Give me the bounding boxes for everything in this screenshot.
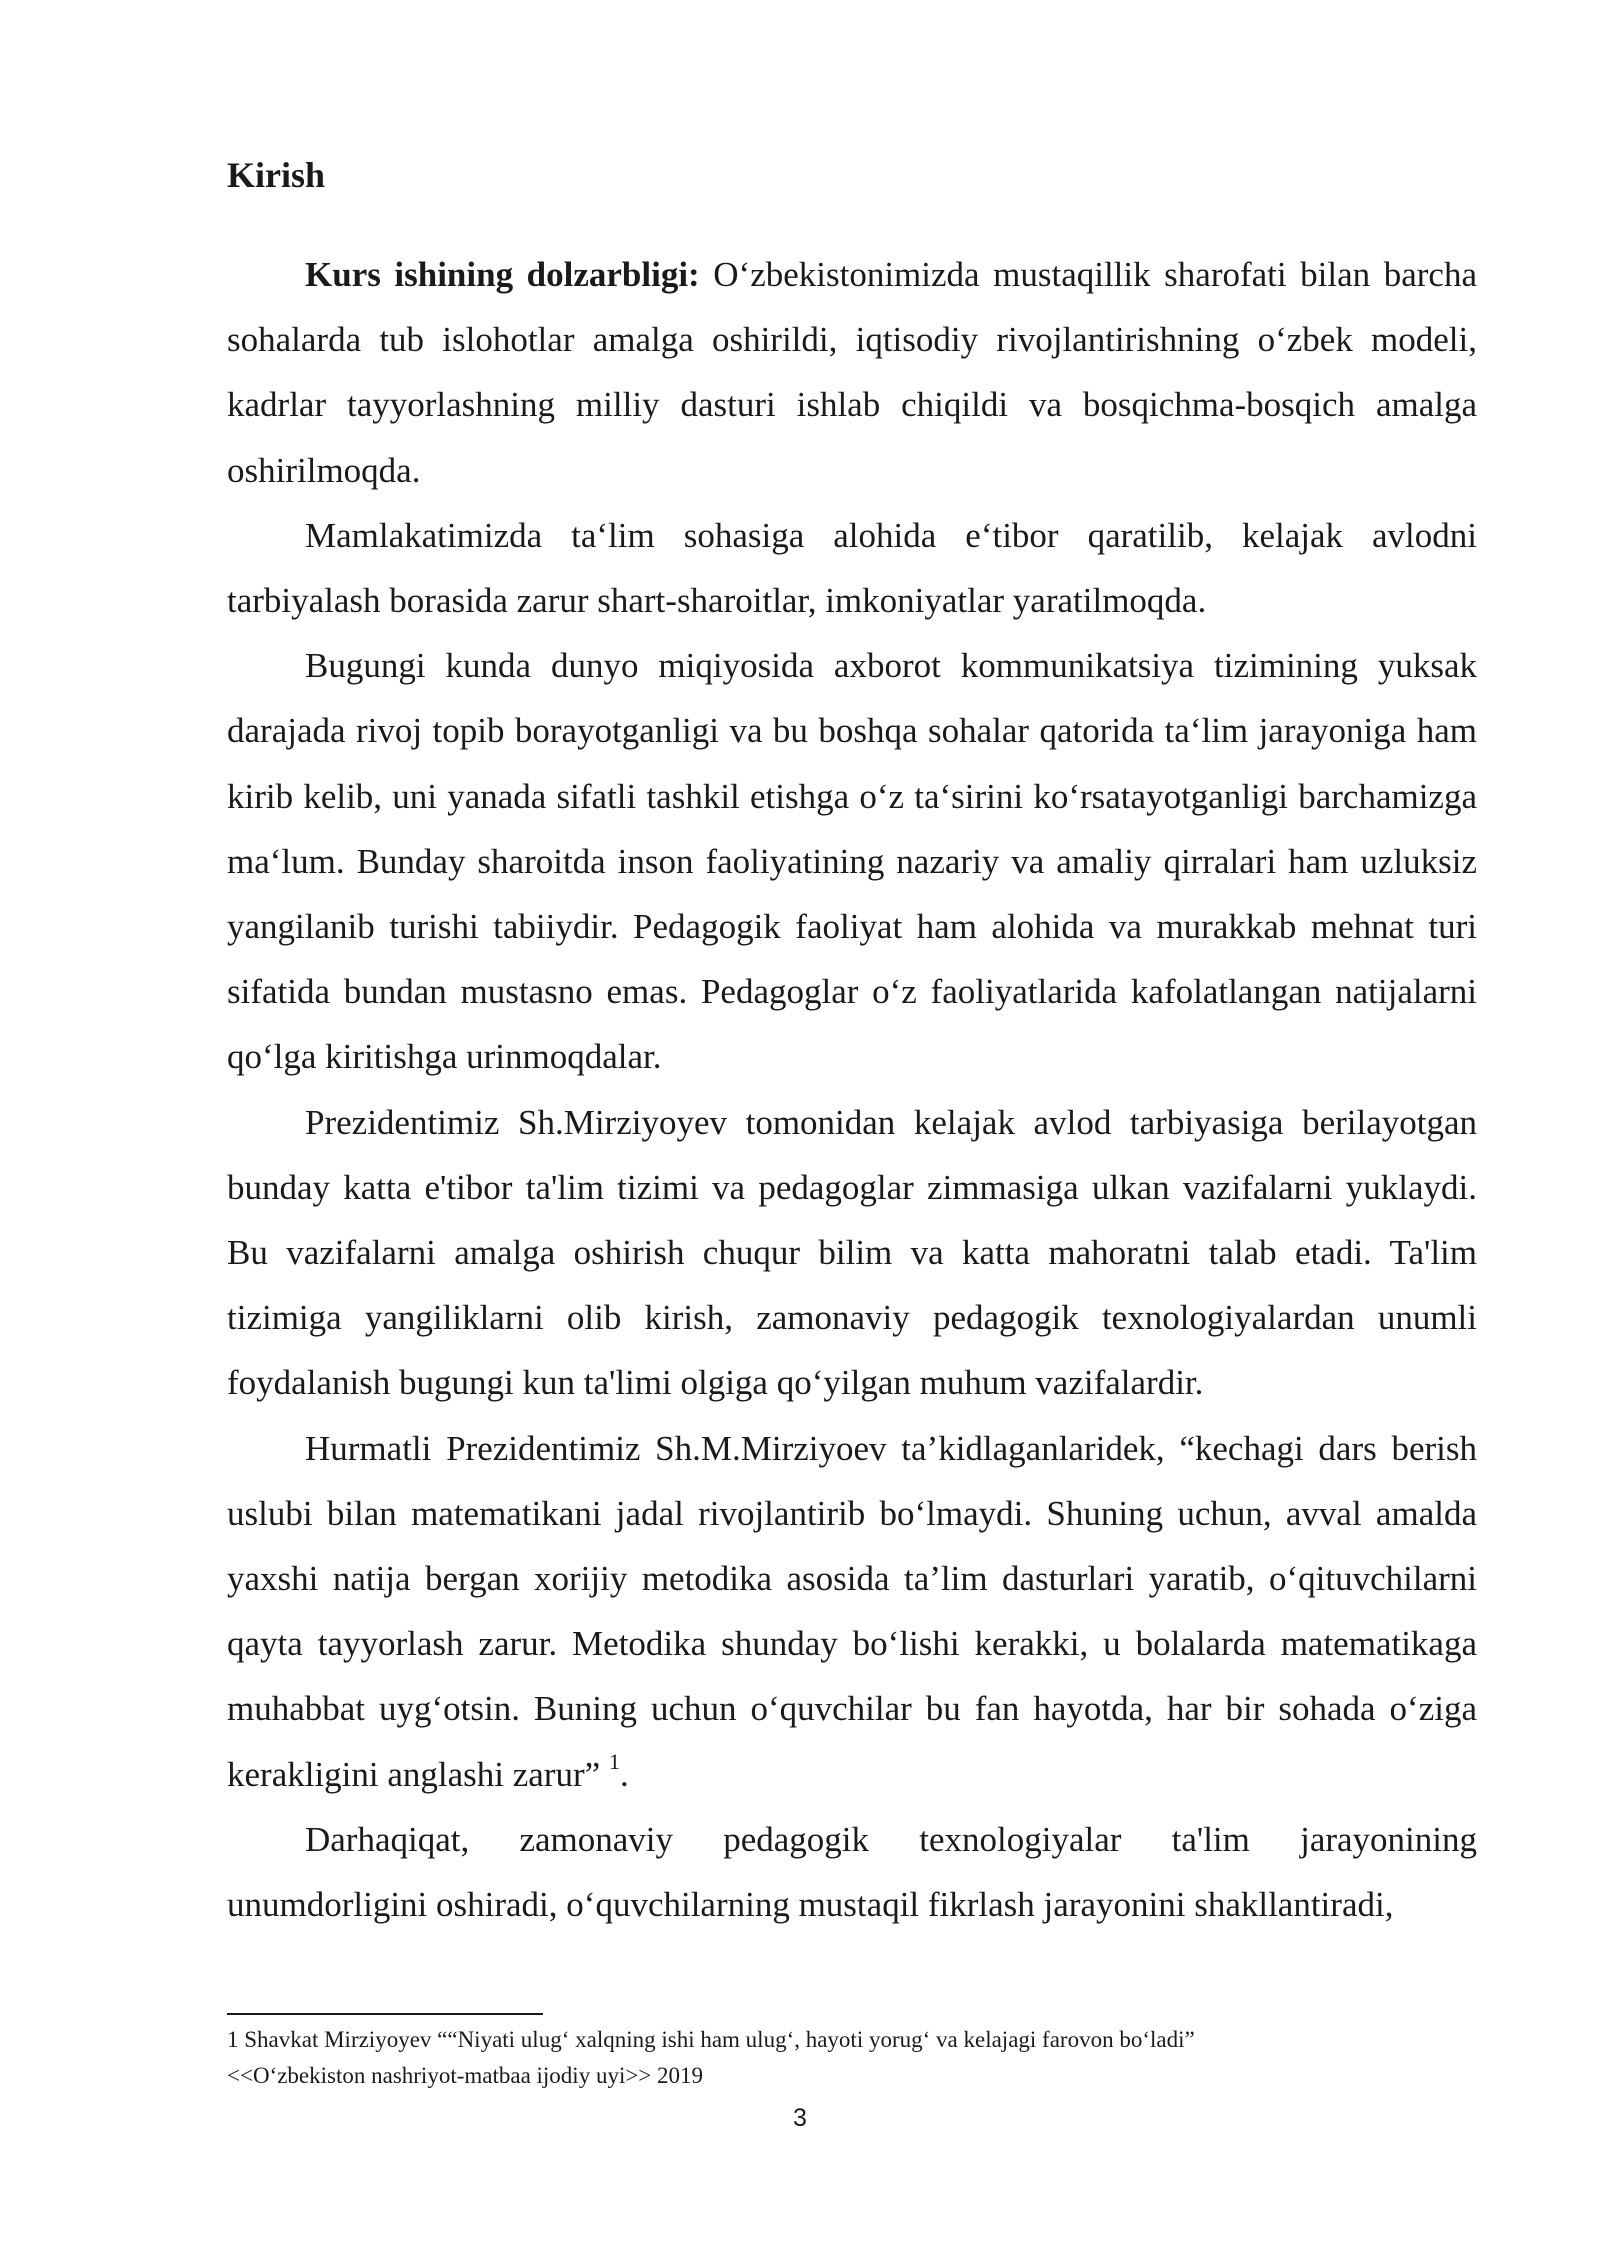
paragraph-text: Hurmatli Prezidentimiz Sh.M.Mirziyoev ta’kidlaganlaridek, “kechagi dars berish uslubi bilan matematikani jadal rivojlantirib bo‘lmaydi. Shuning uchun, avval amalda yaxshi natija bergan xorijiy metodika asosida ta’lim dasturlari yaratib, o‘qituvchilarni qayta tayyorlash zarur. Metodika shunday bo‘lishi kerakki, u bolalarda matematikaga muhabbat uyg‘otsin. Buning uchun o‘quvchilar bu fan hayotda, har bir sohada o‘ziga kerakligini anglashi zarur”	[227, 1428, 1477, 1794]
paragraph-relevance	[227, 242, 1477, 503]
footnotes	[227, 2022, 1477, 2094]
paragraph: Bugungi kunda dunyo miqiyosida axborot kommunikatsiya tizimining yuksak darajada rivoj topib borayotganligi va bu boshqa sohalar qatorida ta‘lim jarayoniga ham kirib kelib, uni yanada sifatli tashkil etishga o‘z ta‘sirini ko‘rsatayotganligi barchamizga ma‘lum. Bunday sharoitda inson faoliyatining nazariy va amaliy qirralari ham uzluksiz yangilanib turishi tabiiydir. Pedagogik faoliyat ham alohida va murakkab mehnat turi sifatida bundan mustasno emas. Pedagoglar o‘z faoliyatlarida kafolatlangan natijalarni qo‘lga kiritishga urinmoqdalar.	[227, 646, 1477, 1077]
footnote-reference[interactable]: 1	[608, 1749, 620, 1775]
paragraph: Mamlakatimizda ta‘lim sohasiga alohida e‘tibor qaratilib, kelajak avlodni tarbiyalash borasida zarur shart-sharoitlar, imkoniyatlar yaratilmoqda.	[227, 515, 1477, 621]
footnote-line: 1 Shavkat Mirziyoyev ““Niyati ulug‘ xalqning ishi ham ulug‘, hayoti yorug‘ va kelajagi farovon bo‘ladi”	[227, 2027, 1195, 2052]
paragraph-text: O‘zbekistonimizda mustaqillik sharofati bilan barcha sohalarda tub islohotlar amalga oshirildi, iqtisodiy rivojlantirishning o‘zbek modeli, kadrlar tayyorlashning milliy dasturi ishlab chiqildi va bosqichma-bosqich amalga oshirilmoqda.	[227, 255, 1477, 490]
footnote-line: <<O‘zbekiston nashriyot-matbaa ijodiy uyi>> 2019	[227, 2063, 704, 2088]
section-heading: Kirish	[227, 155, 326, 195]
footnote-separator	[227, 2013, 543, 2015]
paragraph-lead: Kurs ishining dolzarbligi:	[305, 255, 700, 294]
page-number: 3	[793, 2104, 807, 2132]
paragraph: Prezidentimiz Sh.Mirziyoyev tomonidan kelajak avlod tarbiyasiga berilayotgan bunday katta e'tibor ta'lim tizimi va pedagoglar zimmasiga ulkan vazifalarni yuklaydi. Bu vazifalarni amalga oshirish chuqur bilim va katta mahoratni talab etadi. Ta'lim tizimiga yangiliklarni olib kirish, zamonaviy pedagogik texnologiyalardan unumli foydalanish bugungi kun ta'limi olgiga qo‘yilgan muhum vazifalardir.	[227, 1102, 1477, 1403]
paragraph-tail: .	[619, 1754, 629, 1794]
paragraph: Darhaqiqat, zamonaviy pedagogik texnologiyalar ta'lim jarayonining unumdorligini oshiradi, o‘quvchilarning mustaqil fikrlash jarayonini shakllantiradi,	[227, 1819, 1477, 1925]
paragraph-quote	[227, 1416, 1477, 1807]
page-body	[227, 150, 1477, 1937]
